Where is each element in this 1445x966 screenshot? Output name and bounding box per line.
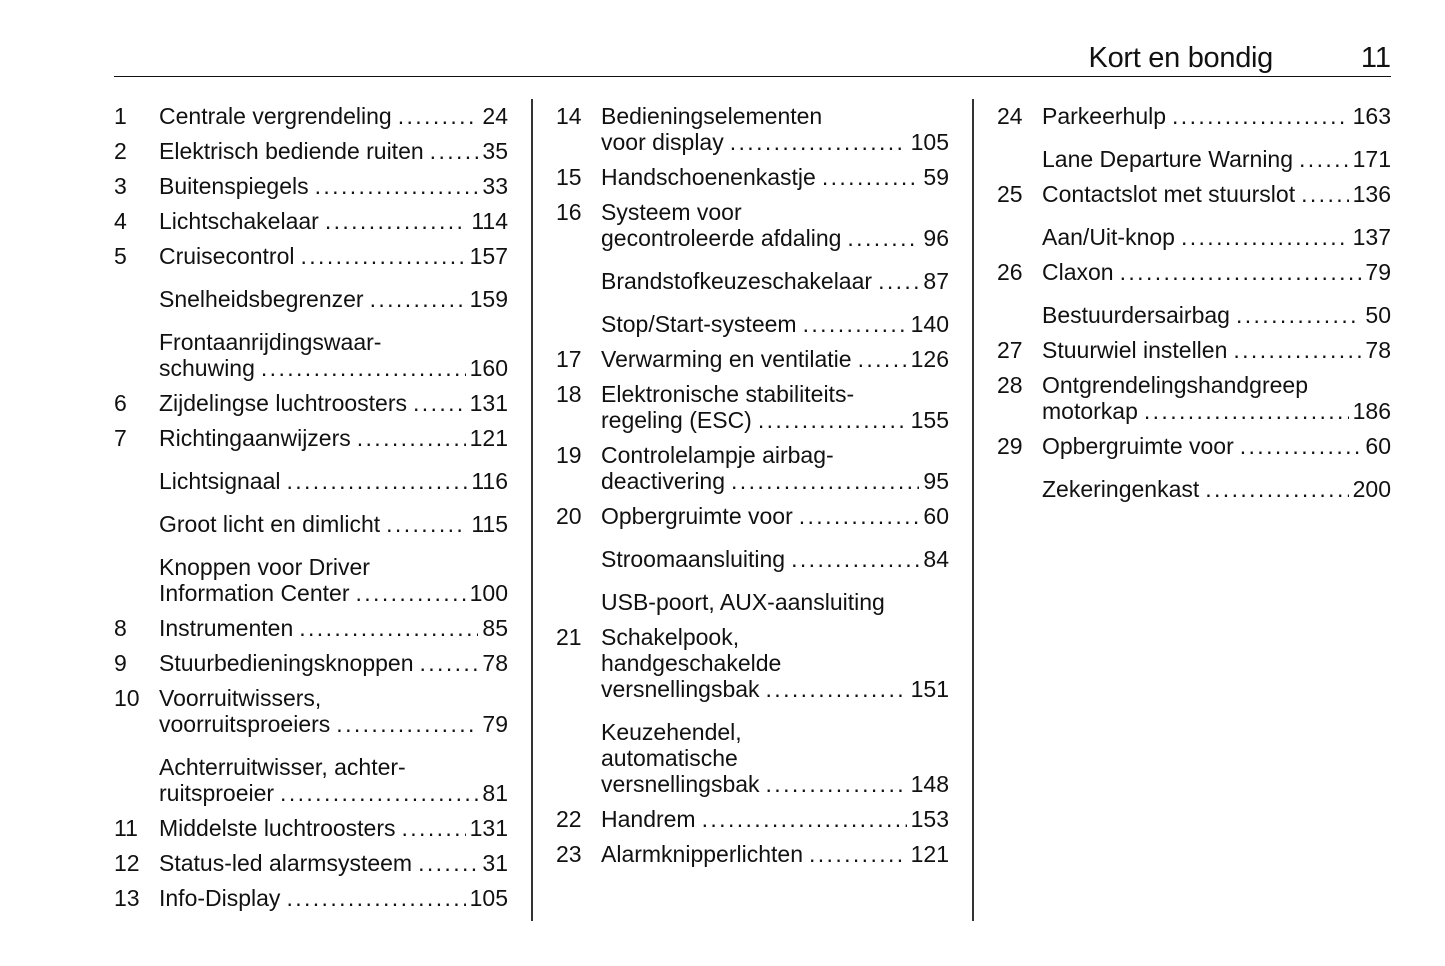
entry-leader-row — [159, 850, 508, 876]
index-entry — [114, 885, 508, 911]
page-reference: 84 — [923, 546, 949, 572]
entry-leader-row — [159, 243, 508, 269]
page-number: 11 — [1360, 42, 1391, 74]
entry-leader-row — [601, 346, 949, 372]
index-entry — [556, 442, 949, 494]
index-column-1 — [114, 99, 508, 911]
page-reference: 115 — [471, 511, 508, 537]
index-entry — [556, 103, 949, 155]
entry-leader-row — [1042, 433, 1391, 459]
index-entry — [114, 685, 508, 737]
page-reference: 151 — [910, 676, 949, 702]
entry-label: versnellingsbak — [601, 676, 760, 702]
dot-leader — [1301, 181, 1349, 207]
page-reference: 126 — [910, 346, 949, 372]
entry-leader-row — [1042, 476, 1391, 502]
index-column-3 — [997, 99, 1391, 502]
index-entry — [114, 103, 508, 129]
entry-leader-row — [159, 425, 508, 451]
entry-label: Info-Display — [159, 885, 281, 911]
entry-label: Handrem — [601, 806, 696, 832]
dot-leader — [766, 676, 907, 702]
page-header — [114, 38, 1391, 77]
dot-leader — [822, 164, 920, 190]
entry-leader-row — [159, 286, 508, 312]
entry-label: Elektronische stabiliteits- — [601, 381, 855, 407]
dot-leader — [791, 546, 919, 572]
callout-number: 7 — [114, 425, 127, 451]
callout-number: 14 — [556, 103, 582, 129]
index-entry — [114, 173, 508, 199]
dot-leader — [398, 103, 479, 129]
page-reference: 87 — [923, 268, 949, 294]
dot-leader — [355, 580, 465, 606]
dot-leader — [430, 138, 479, 164]
entry-label: Alarmknipperlichten — [601, 841, 803, 867]
entry-label: USB-poort, AUX-aansluiting — [601, 589, 885, 615]
dot-leader — [1233, 337, 1361, 363]
entry-label: Systeem voor — [601, 199, 742, 225]
entry-label: Knoppen voor Driver — [159, 554, 370, 580]
callout-number: 20 — [556, 503, 582, 529]
dot-leader — [858, 346, 907, 372]
entry-label: Centrale vergrendeling — [159, 103, 392, 129]
dot-leader — [847, 225, 919, 251]
dot-leader — [386, 511, 467, 537]
page-reference: 131 — [469, 390, 508, 416]
page-reference: 60 — [923, 503, 949, 529]
entry-leader-row — [159, 173, 508, 199]
page-reference: 60 — [1365, 433, 1391, 459]
index-entry — [997, 224, 1391, 250]
entry-label: Stop/Start-systeem — [601, 311, 797, 337]
dot-leader — [1205, 476, 1348, 502]
entry-label: handgeschakelde — [601, 650, 782, 676]
page-reference: 121 — [910, 841, 949, 867]
page-reference: 95 — [923, 468, 949, 494]
entry-leader-row — [1042, 224, 1391, 250]
page-reference: 33 — [482, 173, 508, 199]
index-entry — [114, 615, 508, 641]
page-reference: 153 — [910, 806, 949, 832]
index-entry — [556, 346, 949, 372]
dot-leader — [418, 850, 478, 876]
index-entry — [114, 468, 508, 494]
entry-label: Buitenspiegels — [159, 173, 309, 199]
page-reference: 171 — [1352, 146, 1391, 172]
entry-leader-row — [601, 676, 949, 702]
entry-leader-row — [601, 225, 949, 251]
callout-number: 1 — [114, 103, 127, 129]
entry-label: motorkap — [1042, 398, 1138, 424]
index-entry — [556, 841, 949, 867]
callout-number: 10 — [114, 685, 140, 711]
dot-leader — [336, 711, 478, 737]
entry-label: Instrumenten — [159, 615, 294, 641]
dot-leader — [878, 268, 919, 294]
page-reference: 78 — [1365, 337, 1391, 363]
callout-number: 2 — [114, 138, 127, 164]
entry-leader-row — [159, 815, 508, 841]
entry-label: Brandstofkeuzeschakelaar — [601, 268, 873, 294]
page-reference: 163 — [1352, 103, 1391, 129]
entry-label: versnellingsbak — [601, 771, 760, 797]
page-reference: 100 — [469, 580, 508, 606]
dot-leader — [315, 173, 479, 199]
entry-leader-row — [601, 311, 949, 337]
entry-leader-row — [601, 503, 949, 529]
index-entry — [114, 243, 508, 269]
index-entry — [997, 259, 1391, 285]
entry-label: Controlelampje airbag- — [601, 442, 834, 468]
entry-leader-row — [159, 885, 508, 911]
entry-leader-row — [159, 511, 508, 537]
page-reference: 160 — [469, 355, 508, 381]
entry-label: Status-led alarmsysteem — [159, 850, 413, 876]
dot-leader — [1144, 398, 1349, 424]
entry-label: Opbergruimte voor — [601, 503, 793, 529]
page-reference: 24 — [482, 103, 508, 129]
callout-number: 26 — [997, 259, 1023, 285]
entry-label: Richtingaanwijzers — [159, 425, 351, 451]
index-entry — [556, 381, 949, 433]
index-entry — [556, 199, 949, 251]
dot-leader — [1120, 259, 1362, 285]
entry-leader-row — [601, 407, 949, 433]
dot-leader — [1236, 302, 1361, 328]
page-reference: 105 — [469, 885, 508, 911]
entry-label: Bedieningselementen — [601, 103, 823, 129]
entry-label: Opbergruimte voor — [1042, 433, 1234, 459]
entry-leader-row — [159, 208, 508, 234]
entry-leader-row — [601, 164, 949, 190]
entry-label: Schakelpook, — [601, 624, 740, 650]
entry-label: Stroomaansluiting — [601, 546, 786, 572]
index-entry — [114, 390, 508, 416]
page-reference: 78 — [482, 650, 508, 676]
dot-leader — [413, 390, 466, 416]
index-entry — [997, 372, 1391, 424]
dot-leader — [370, 286, 466, 312]
page-reference: 159 — [469, 286, 508, 312]
callout-number: 16 — [556, 199, 582, 225]
entry-leader-row — [601, 129, 949, 155]
entry-leader-row — [159, 615, 508, 641]
entry-leader-row — [601, 268, 949, 294]
callout-number: 4 — [114, 208, 127, 234]
dot-leader — [286, 885, 465, 911]
dot-leader — [1240, 433, 1362, 459]
entry-label: voor display — [601, 129, 724, 155]
index-column-2 — [556, 99, 949, 867]
entry-leader-row — [159, 103, 508, 129]
index-entry — [114, 511, 508, 537]
callout-number: 13 — [114, 885, 140, 911]
dot-leader — [809, 841, 907, 867]
entry-leader-row — [1042, 259, 1391, 285]
page-reference: 116 — [471, 468, 508, 494]
entry-label: Elektrisch bediende ruiten — [159, 138, 424, 164]
dot-leader — [799, 503, 920, 529]
entry-leader-row — [601, 806, 949, 832]
dot-leader — [702, 806, 907, 832]
entry-label: Ontgrendelingshandgreep — [1042, 372, 1308, 398]
entry-label: Keuzehendel, — [601, 719, 742, 745]
entry-label: Frontaanrijdingswaar- — [159, 329, 382, 355]
index-entry — [114, 754, 508, 806]
page-reference: 96 — [923, 225, 949, 251]
index-entry — [114, 138, 508, 164]
entry-label: Stuurbedieningsknoppen — [159, 650, 414, 676]
index-entry — [556, 624, 949, 702]
entry-leader-row — [159, 468, 508, 494]
entry-leader-row — [1042, 302, 1391, 328]
entry-label: Lane Departure Warning — [1042, 146, 1294, 172]
dot-leader — [301, 243, 466, 269]
page-title: Kort en bondig — [1088, 42, 1273, 74]
callout-number: 9 — [114, 650, 127, 676]
index-entry — [114, 208, 508, 234]
column-divider — [972, 99, 974, 921]
index-entry — [997, 476, 1391, 502]
page-reference: 59 — [923, 164, 949, 190]
index-entry — [556, 589, 949, 615]
entry-leader-row — [1042, 337, 1391, 363]
dot-leader — [1172, 103, 1349, 129]
page-reference: 121 — [469, 425, 508, 451]
dot-leader — [730, 129, 907, 155]
index-entry — [114, 554, 508, 606]
callout-number: 11 — [114, 815, 138, 841]
dot-leader — [325, 208, 468, 234]
page-reference: 81 — [482, 780, 508, 806]
index-entry — [556, 546, 949, 572]
page-reference: 186 — [1352, 398, 1391, 424]
page-reference: 85 — [482, 615, 508, 641]
callout-number: 3 — [114, 173, 127, 199]
entry-label: Lichtschakelaar — [159, 208, 319, 234]
entry-label: deactivering — [601, 468, 726, 494]
callout-number: 17 — [556, 346, 582, 372]
callout-number: 22 — [556, 806, 582, 832]
callout-number: 27 — [997, 337, 1023, 363]
dot-leader — [261, 355, 466, 381]
dot-leader — [419, 650, 478, 676]
entry-label: Zekeringenkast — [1042, 476, 1200, 502]
index-entry — [114, 329, 508, 381]
callout-number: 29 — [997, 433, 1023, 459]
page-reference: 140 — [910, 311, 949, 337]
dot-leader — [357, 425, 466, 451]
entry-label: Verwarming en ventilatie — [601, 346, 852, 372]
callout-number: 18 — [556, 381, 582, 407]
index-entry — [114, 850, 508, 876]
index-entry — [556, 311, 949, 337]
entry-leader-row — [159, 780, 508, 806]
dot-leader — [280, 780, 478, 806]
index-entry — [114, 286, 508, 312]
entry-leader-row — [159, 355, 508, 381]
entry-leader-row — [159, 711, 508, 737]
entry-label: ruitsproeier — [159, 780, 275, 806]
index-entry — [997, 433, 1391, 459]
dot-leader — [766, 771, 907, 797]
index-entry — [556, 806, 949, 832]
entry-label: Bestuurdersairbag — [1042, 302, 1230, 328]
entry-label: Aan/Uit-knop — [1042, 224, 1175, 250]
callout-number: 12 — [114, 850, 140, 876]
index-entry — [556, 268, 949, 294]
entry-label: regeling (ESC) — [601, 407, 752, 433]
page-reference: 157 — [469, 243, 508, 269]
entry-leader-row — [159, 390, 508, 416]
entry-label: gecontroleerde afdaling — [601, 225, 842, 251]
entry-leader-row — [159, 580, 508, 606]
entry-label: voorruitsproeiers — [159, 711, 331, 737]
callout-number: 6 — [114, 390, 127, 416]
dot-leader — [299, 615, 478, 641]
index-entry — [556, 164, 949, 190]
page-reference: 105 — [910, 129, 949, 155]
entry-leader-row — [1042, 146, 1391, 172]
entry-leader-row — [1042, 181, 1391, 207]
index-entry — [114, 425, 508, 451]
entry-leader-row — [601, 546, 949, 572]
page-reference: 31 — [482, 850, 508, 876]
entry-leader-row — [159, 138, 508, 164]
column-divider — [531, 99, 533, 921]
page-reference: 200 — [1352, 476, 1391, 502]
dot-leader — [758, 407, 907, 433]
entry-label: Handschoenenkastje — [601, 164, 816, 190]
entry-label: Lichtsignaal — [159, 468, 281, 494]
entry-label: Middelste luchtroosters — [159, 815, 396, 841]
index-entry — [114, 650, 508, 676]
index-entry — [556, 719, 949, 797]
entry-label: Zijdelingse luchtroosters — [159, 390, 408, 416]
dot-leader — [402, 815, 466, 841]
page-reference: 136 — [1352, 181, 1391, 207]
dot-leader — [1181, 224, 1349, 250]
callout-number: 5 — [114, 243, 127, 269]
page-reference: 79 — [1365, 259, 1391, 285]
dot-leader — [803, 311, 907, 337]
callout-number: 24 — [997, 103, 1023, 129]
callout-number: 23 — [556, 841, 582, 867]
index-entry — [997, 337, 1391, 363]
callout-number: 19 — [556, 442, 582, 468]
index-entry — [997, 302, 1391, 328]
callout-number: 15 — [556, 164, 582, 190]
entry-label: Information Center — [159, 580, 350, 606]
entry-leader-row — [601, 771, 949, 797]
entry-label: Stuurwiel instellen — [1042, 337, 1228, 363]
index-entry — [556, 503, 949, 529]
entry-label: schuwing — [159, 355, 255, 381]
page-reference: 155 — [910, 407, 949, 433]
entry-leader-row — [601, 841, 949, 867]
callout-number: 21 — [556, 624, 582, 650]
page-reference: 137 — [1352, 224, 1391, 250]
dot-leader — [1299, 146, 1349, 172]
entry-label: Achterruitwisser, achter- — [159, 754, 406, 780]
index-entry — [997, 146, 1391, 172]
callout-number: 28 — [997, 372, 1023, 398]
entry-label: Parkeerhulp — [1042, 103, 1167, 129]
index-entry — [997, 103, 1391, 129]
entry-leader-row — [1042, 398, 1391, 424]
page-reference: 131 — [469, 815, 508, 841]
entry-leader-row — [1042, 103, 1391, 129]
entry-label: Cruisecontrol — [159, 243, 295, 269]
index-entry — [997, 181, 1391, 207]
entry-label: Contactslot met stuurslot — [1042, 181, 1296, 207]
entry-label: Voorruitwissers, — [159, 685, 322, 711]
page-reference: 50 — [1365, 302, 1391, 328]
entry-label: Claxon — [1042, 259, 1114, 285]
entry-leader-row — [159, 650, 508, 676]
page-reference: 79 — [482, 711, 508, 737]
page-reference: 35 — [482, 138, 508, 164]
callout-number: 25 — [997, 181, 1023, 207]
dot-leader — [731, 468, 919, 494]
page-reference: 114 — [471, 208, 508, 234]
page-reference: 148 — [910, 771, 949, 797]
dot-leader — [286, 468, 467, 494]
entry-label: automatische — [601, 745, 738, 771]
entry-label: Groot licht en dimlicht — [159, 511, 381, 537]
callout-number: 8 — [114, 615, 127, 641]
entry-leader-row — [601, 468, 949, 494]
entry-label: Snelheidsbegrenzer — [159, 286, 364, 312]
index-entry — [114, 815, 508, 841]
